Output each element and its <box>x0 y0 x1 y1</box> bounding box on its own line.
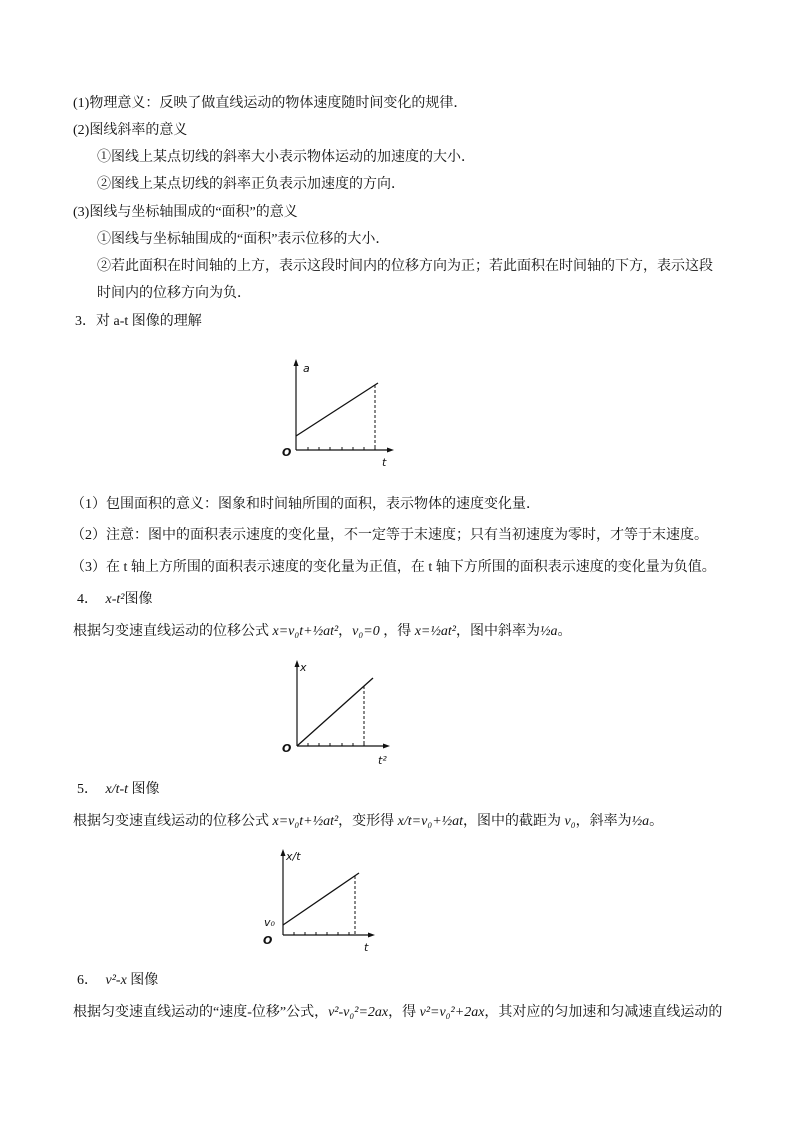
x-axis-label: t <box>382 456 387 469</box>
formula-math: ½a <box>539 624 558 639</box>
formula-text: ，得 <box>379 624 415 639</box>
slope-heading: (2)图线斜率的意义 <box>73 123 188 138</box>
section-title-text: 图像 <box>130 973 159 988</box>
section-title-math: v²-x <box>105 973 127 988</box>
x-axis-label: t <box>364 941 369 954</box>
formula-text: ，图中的截距为 <box>463 814 565 829</box>
section-title-text: 图像 <box>124 592 153 607</box>
section-title-text: 图像 <box>131 782 160 797</box>
formula-math: v²=v₀²+2ax <box>419 1005 485 1020</box>
formula-math: ½a <box>631 814 650 829</box>
formula-text: ，斜率为 <box>575 814 632 829</box>
formula-text: ，得 <box>388 1005 420 1020</box>
formula-math: x=v₀t+½at² <box>272 814 339 829</box>
formula-math: x=½at² <box>414 624 456 639</box>
section-4-heading <box>77 590 152 610</box>
intercept-label: v₀ <box>264 916 275 929</box>
formula-text: ， <box>338 624 353 639</box>
section-number: 5． <box>77 782 98 797</box>
formula-text: 。 <box>557 624 572 639</box>
x-axis-arrow <box>368 933 375 938</box>
section-3-note-1: （1）包围面积的意义：图象和时间轴所围的面积，表示物体的速度变化量． <box>71 497 540 512</box>
x-over-t-graph-diagram <box>258 845 383 957</box>
origin-label: O <box>282 446 292 459</box>
graph-line <box>283 873 359 925</box>
slope-point-1: ①图线上某点切线的斜率大小表示物体运动的加速度的大小． <box>97 150 475 165</box>
formula-text: 根据匀变速直线运动的“速度-位移”公式， <box>73 1005 329 1020</box>
origin-label: O <box>282 742 292 755</box>
graph-line <box>296 383 378 436</box>
origin-label: O <box>263 934 273 947</box>
a-t-graph-diagram <box>276 355 401 470</box>
section-4-formula-line <box>73 622 571 642</box>
formula-text: 根据匀变速直线运动的位移公式 <box>73 814 273 829</box>
y-axis-label: a <box>303 362 310 375</box>
area-point-2-line-1: ②若此面积在时间轴的上方，表示这段时间内的位移方向为正；若此面积在时间轴的下方，表示这段 <box>97 259 713 274</box>
section-5-formula-line <box>73 812 663 832</box>
y-axis-label: x <box>300 661 307 674</box>
section-6-heading <box>77 971 158 991</box>
formula-text: ，图中斜率为 <box>455 624 540 639</box>
section-5-heading <box>77 780 160 800</box>
graph-line <box>297 678 373 746</box>
section-3-heading: 3．对 a-t 图像的理解 <box>75 314 202 329</box>
x-axis-arrow <box>383 744 390 749</box>
formula-math: x=v₀t+½at² <box>272 624 339 639</box>
x-t2-graph-diagram <box>276 658 401 770</box>
formula-math: v₀ <box>564 814 576 829</box>
y-axis-arrow <box>295 660 300 667</box>
section-title-math: x/t-t <box>105 782 129 797</box>
formula-math: v²-v₀²=2ax <box>328 1005 389 1020</box>
formula-text: 根据匀变速直线运动的位移公式 <box>73 624 273 639</box>
area-point-1: ①图线与坐标轴围成的“面积”表示位移的大小． <box>97 232 390 247</box>
area-point-2-line-2: 时间内的位移方向为负． <box>97 286 251 301</box>
section-number: 6． <box>77 973 98 988</box>
area-heading: (3)图线与坐标轴围成的“面积”的意义 <box>73 205 298 220</box>
formula-math: x/t=v₀+½at <box>397 814 464 829</box>
formula-math: v₀=0 <box>352 624 380 639</box>
formula-text: ，变形得 <box>338 814 398 829</box>
slope-point-2: ②图线上某点切线的斜率正负表示加速度的方向． <box>97 177 405 192</box>
y-axis-label: x/t <box>286 850 301 863</box>
section-number: 4． <box>77 592 98 607</box>
x-axis-label: t² <box>378 754 387 767</box>
y-axis-arrow <box>294 359 299 366</box>
section-3-note-2: （2）注意：图中的面积表示速度的变化量，不一定等于末速度；只有当初速度为零时，才等于末速度。 <box>71 528 708 543</box>
section-3-note-3: （3）在 t 轴上方所围的面积表示速度的变化量为正值，在 t 轴下方所围的面积表示速度的变化量为负值。 <box>71 560 716 575</box>
y-axis-arrow <box>281 849 286 856</box>
meaning-item: (1)物理意义：反映了做直线运动的物体速度随时间变化的规律． <box>73 96 468 111</box>
section-6-formula-line <box>73 1003 722 1023</box>
formula-text: 。 <box>649 814 664 829</box>
formula-text: ，其对应的匀加速和匀减速直线运动的 <box>484 1005 723 1020</box>
section-title-math: x-t² <box>105 592 125 607</box>
x-axis-arrow <box>387 448 394 453</box>
